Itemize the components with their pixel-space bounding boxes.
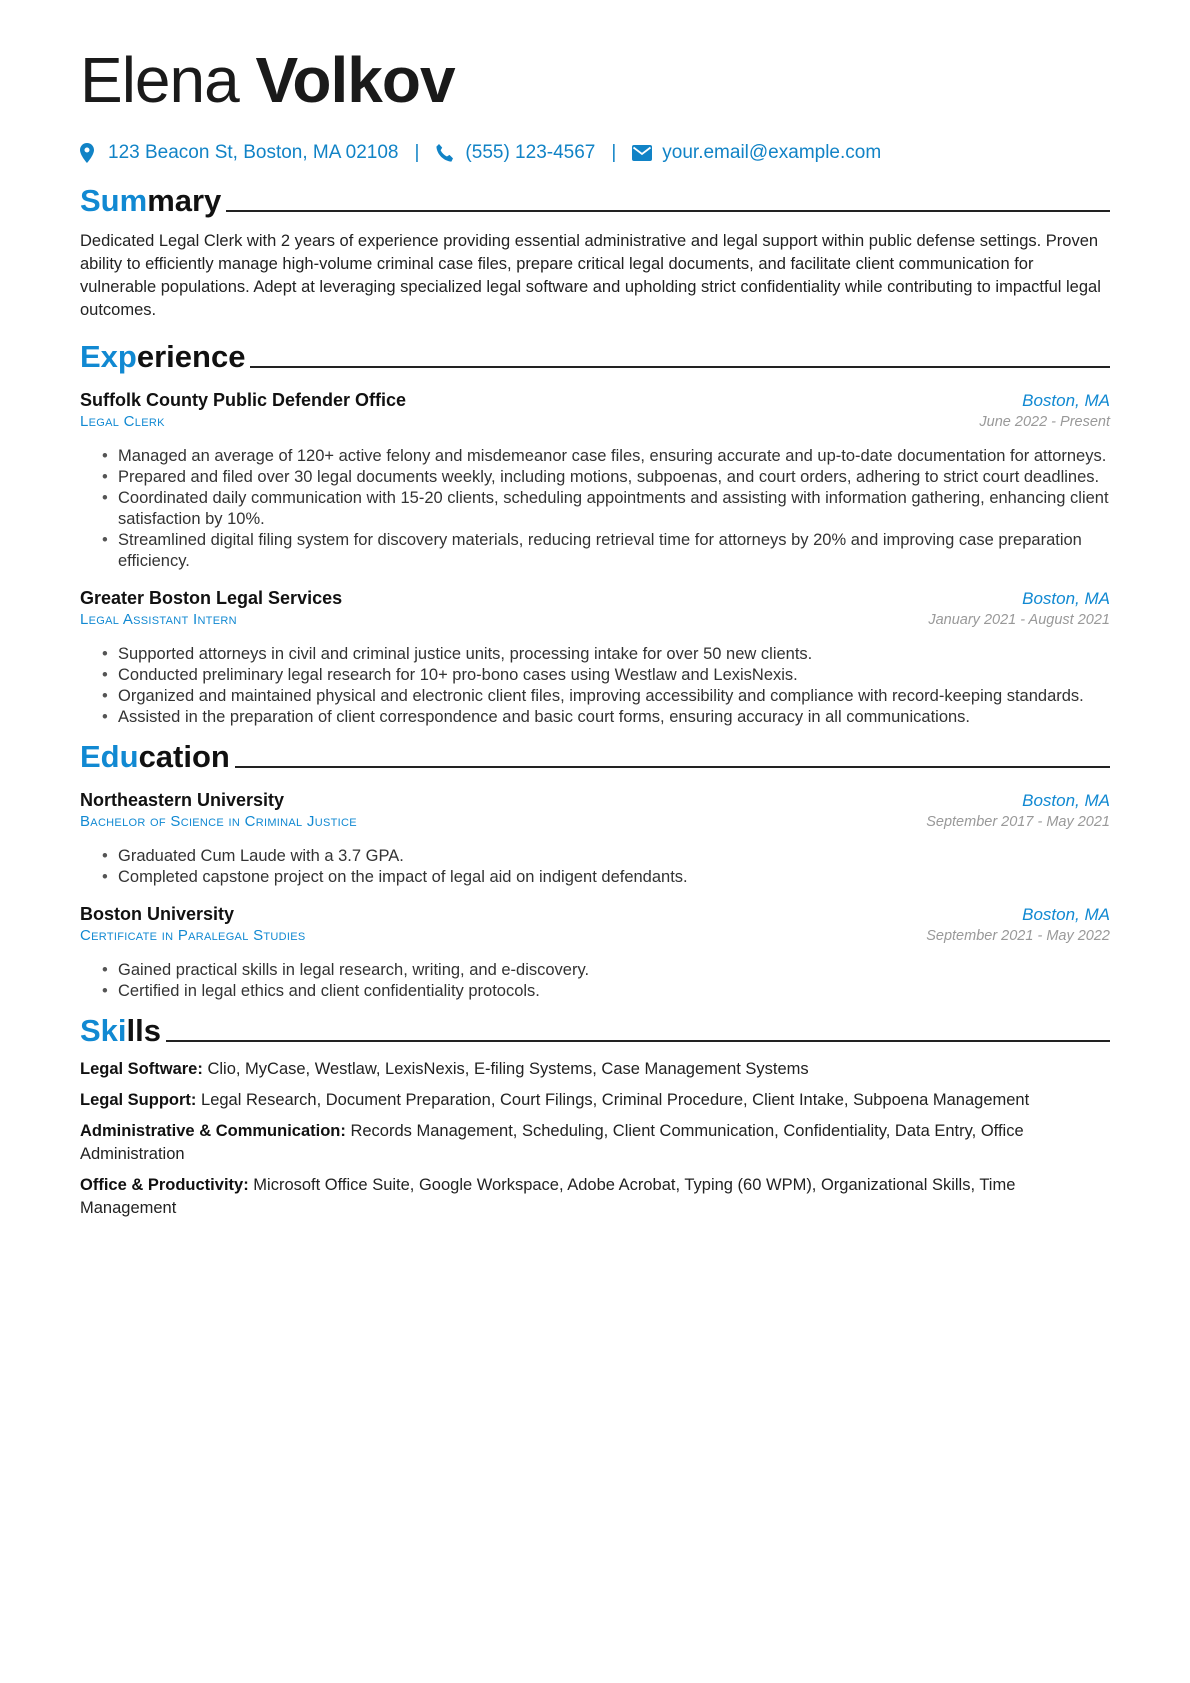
heading-rest: mary — [147, 183, 222, 218]
skill-label: Office & Productivity: — [80, 1176, 249, 1194]
date-range: June 2022 - Present — [979, 414, 1110, 430]
skill-value: Microsoft Office Suite, Google Workspace, Adobe Acrobat, Typing (60 WPM), Organizational Skills, Time Management — [80, 1176, 1016, 1217]
heading-accent: Exp — [80, 339, 137, 374]
institution: Boston University — [80, 904, 235, 924]
skill-label: Administrative & Communication: — [80, 1122, 346, 1140]
organization: Greater Boston Legal Services — [80, 588, 343, 608]
list-item: • Gained practical skills in legal research, writing, and e-discovery. — [118, 960, 1110, 981]
skill-row — [80, 1058, 1110, 1081]
first-name: Elena — [80, 44, 239, 116]
phone-text: (555) 123-4567 — [465, 142, 596, 163]
degree: Certificate in Paralegal Studies — [80, 927, 306, 944]
section-rule — [226, 210, 1110, 212]
education-entry — [80, 904, 1110, 1002]
list-item: • Organized and maintained physical and electronic client files, improving accessibility and compliance with record-keeping standards. — [118, 686, 1110, 707]
skill-value: Records Management, Scheduling, Client Communication, Confidentiality, Data Entry, Office Administration — [80, 1122, 1024, 1163]
skill-label: Legal Support: — [80, 1091, 197, 1109]
heading-rest: erience — [136, 339, 246, 374]
section-experience-heading — [80, 334, 1110, 374]
section-skills-heading — [80, 1008, 1110, 1048]
location: Boston, MA — [1022, 791, 1110, 810]
heading-accent: Ski — [80, 1013, 127, 1048]
last-name: Volkov — [255, 44, 455, 116]
contact-separator: | — [611, 142, 617, 163]
skill-value: Clio, MyCase, Westlaw, LexisNexis, E-filing Systems, Case Management Systems — [207, 1060, 809, 1078]
map-marker-icon — [80, 143, 98, 163]
phone-item — [435, 142, 595, 164]
bullet-list — [80, 446, 1110, 572]
section-rule — [166, 1040, 1110, 1042]
degree: Bachelor of Science in Criminal Justice — [80, 813, 357, 830]
list-item: • Prepared and filed over 30 legal documents weekly, including motions, subpoenas, and court orders, adhering to strict court deadlines. — [118, 467, 1110, 488]
email-link[interactable]: your.email@example.com — [662, 142, 882, 163]
list-item: • Managed an average of 120+ active felony and misdemeanor case files, ensuring accurate and up-to-date documentation for attorneys. — [118, 446, 1110, 467]
candidate-name — [80, 40, 1110, 120]
bullet-list — [80, 644, 1110, 728]
heading-accent: Edu — [80, 739, 139, 774]
skill-value: Legal Research, Document Preparation, Court Filings, Criminal Procedure, Client Intake, Subpoena Management — [201, 1091, 1030, 1109]
location: Boston, MA — [1022, 589, 1110, 608]
date-range: January 2021 - August 2021 — [928, 612, 1110, 628]
date-range: September 2017 - May 2021 — [926, 814, 1110, 830]
location: Boston, MA — [1022, 391, 1110, 410]
list-item: • Assisted in the preparation of client correspondence and basic court forms, ensuring accuracy in all communications. — [118, 707, 1110, 728]
list-item: • Coordinated daily communication with 15-20 clients, scheduling appointments and assisting with information gathering, enhancing client satisfaction by 10%. — [118, 488, 1110, 530]
location: Boston, MA — [1022, 905, 1110, 924]
skill-row — [80, 1089, 1110, 1112]
experience-entry — [80, 588, 1110, 728]
section-rule — [250, 366, 1110, 368]
skill-row — [80, 1174, 1110, 1220]
role-title: Legal Assistant Intern — [80, 611, 237, 628]
organization: Suffolk County Public Defender Office — [80, 390, 407, 410]
list-item: • Certified in legal ethics and client confidentiality protocols. — [118, 981, 1110, 1002]
section-rule — [235, 766, 1110, 768]
section-summary-heading — [80, 178, 1110, 218]
heading-rest: cation — [138, 739, 230, 774]
bullet-list — [80, 960, 1110, 1002]
envelope-icon — [632, 143, 652, 163]
list-item: • Completed capstone project on the impact of legal aid on indigent defendants. — [118, 867, 1110, 888]
skill-row — [80, 1120, 1110, 1166]
phone-icon — [435, 143, 455, 163]
email-item[interactable] — [632, 142, 881, 164]
contact-line — [80, 142, 1110, 164]
experience-entry — [80, 390, 1110, 572]
address-text: 123 Beacon St, Boston, MA 02108 — [108, 142, 399, 163]
contact-separator: | — [414, 142, 420, 163]
role-title: Legal Clerk — [80, 413, 165, 430]
heading-rest: lls — [126, 1013, 161, 1048]
list-item: • Conducted preliminary legal research for 10+ pro-bono cases using Westlaw and LexisNexis. — [118, 665, 1110, 686]
date-range: September 2021 - May 2022 — [926, 928, 1110, 944]
institution: Northeastern University — [80, 790, 285, 810]
skill-label: Legal Software: — [80, 1060, 203, 1078]
summary-text: Dedicated Legal Clerk with 2 years of experience providing essential administrative and legal support within public defense settings. Proven ability to efficiently manage high-volume criminal case files, prepare critical legal documents, and facilitate client communication for vulnerable populations. Adept at leveraging specialized legal software and upholding strict confidentiality while contributing to impactful legal outcomes. — [80, 232, 1101, 319]
section-education-heading — [80, 734, 1110, 774]
address-item — [80, 142, 398, 164]
education-entry — [80, 790, 1110, 888]
heading-accent: Sum — [80, 183, 148, 218]
list-item: • Graduated Cum Laude with a 3.7 GPA. — [118, 846, 1110, 867]
bullet-list — [80, 846, 1110, 888]
list-item: • Streamlined digital filing system for discovery materials, reducing retrieval time for attorneys by 20% and improving case preparation efficiency. — [118, 530, 1110, 572]
list-item: • Supported attorneys in civil and criminal justice units, processing intake for over 50 new clients. — [118, 644, 1110, 665]
